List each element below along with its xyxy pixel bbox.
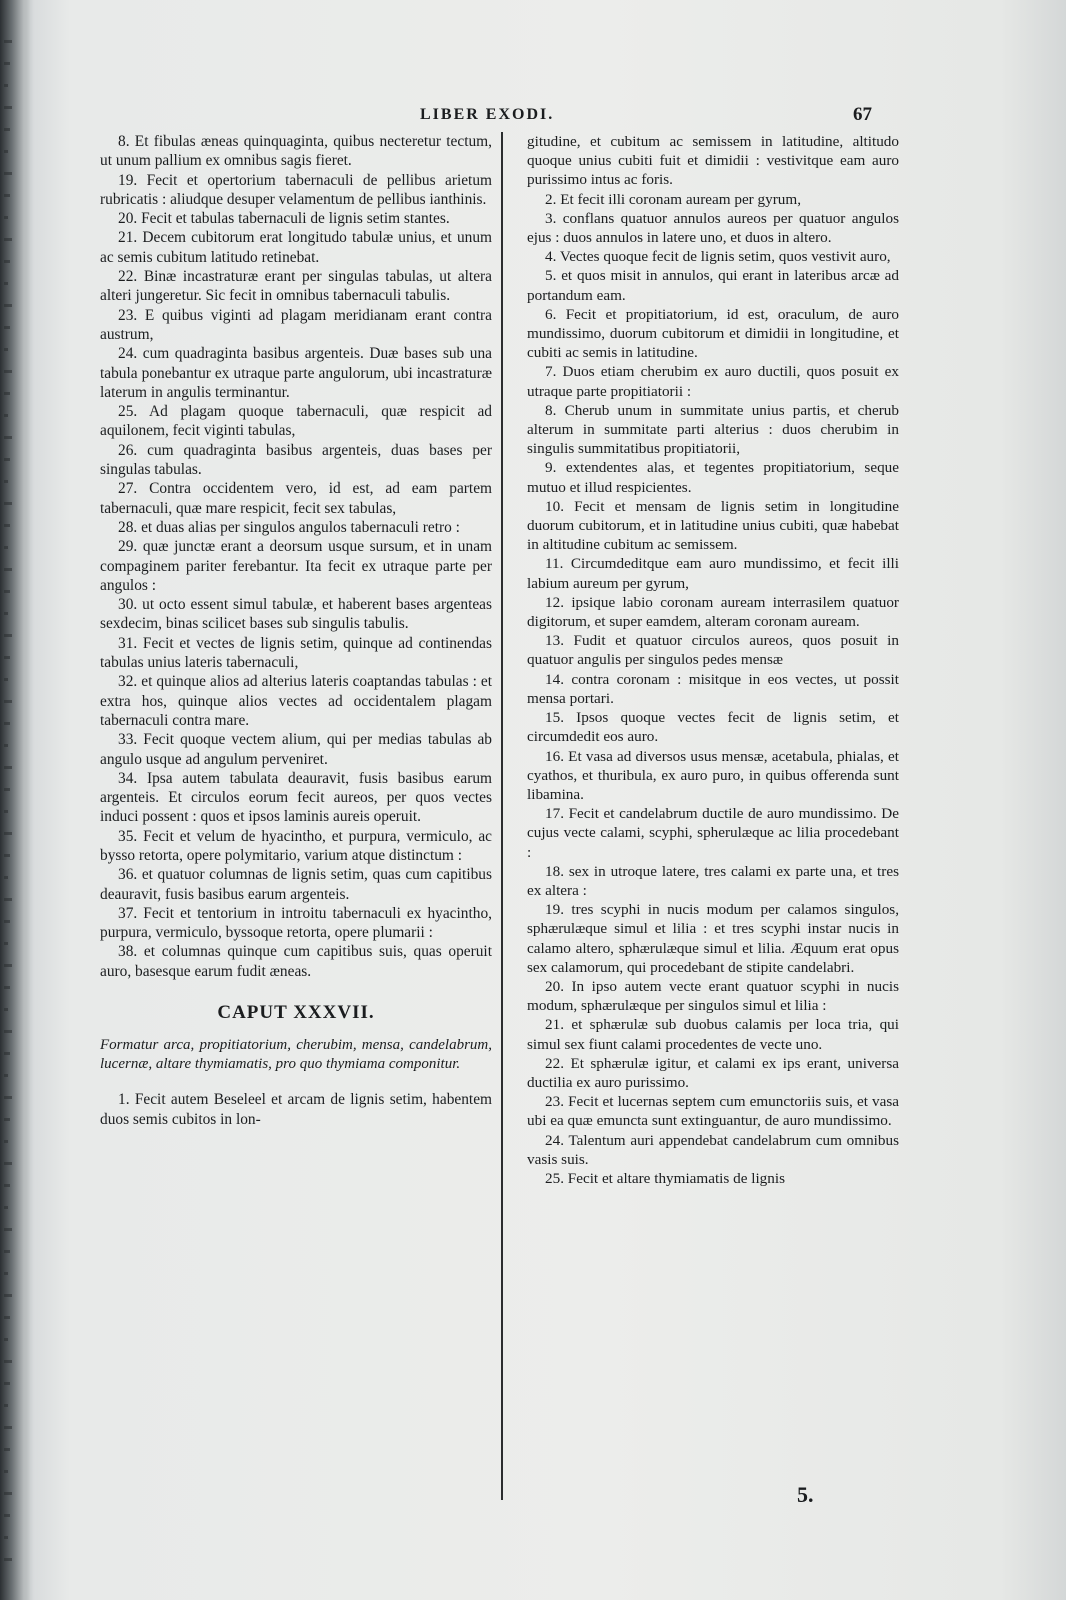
verse: 11. Circumdeditque eam auro mundissimo, et fecit illi labium aureum per gyrum, xyxy=(527,555,899,592)
book-page xyxy=(42,0,1042,1600)
verse: 19. Fecit et opertorium tabernaculi de pellibus arietum rubricatis : aliudque desuper velamentum de pellibus ianthinis. xyxy=(100,171,492,208)
verse: 5. et quos misit in annulos, qui erant in lateribus arcæ ad portandum eam. xyxy=(527,267,899,304)
verse: 16. Et vasa ad diversos usus mensæ, acetabula, phialas, et cyathos, et thuribula, ex auro puro, in quibus offerenda sunt libamina. xyxy=(527,747,899,803)
verse: 2. Et fecit illi coronam auream per gyrum, xyxy=(545,190,801,208)
verse: 17. Fecit et candelabrum ductile de auro mundissimo. De cujus vecte calami, scyphi, spherulæque ac lilia procedebant : xyxy=(527,805,899,861)
left-after-verses xyxy=(100,1090,492,1129)
facing-page-edge xyxy=(2,0,16,1600)
verse: 13. Fudit et quatuor circulos aureos, quos posuit in quatuor angulis per singulos pedes mensæ xyxy=(527,632,899,669)
verse: 22. Et sphærulæ igitur, et calami ex ips erant, universa ductilia ex auro purissimo. xyxy=(527,1054,899,1091)
verse: 20. Fecit et tabulas tabernaculi de lignis setim stantes. xyxy=(118,210,450,228)
page-header xyxy=(42,106,872,130)
verse: 6. Fecit et propitiatorium, id est, oraculum, de auro mundissimo, duorum cubitorum et dimidii in longitudine, et cubiti ac semis in latitudine. xyxy=(527,305,899,362)
verse: 8. Et fibulas æneas quinquaginta, quibus necteretur tectum, ut unum pallium ex omnibus sagis fieret. xyxy=(100,133,492,170)
verse: 10. Fecit et mensam de lignis setim in longitudine duorum cubitorum, et in latitudine unius cubiti, quæ habebat in altitudine cubitum ac semissem. xyxy=(527,497,899,554)
verse: 7. Duos etiam cherubim ex auro ductili, quos posuit ex utraque parte propitiatorii : xyxy=(527,363,899,400)
verse: 25. Fecit et altare thymiamatis de lignis xyxy=(545,1169,785,1187)
verse: 21. et sphærulæ sub duobus calamis per loca tria, qui simul sex fiunt calami procedentes de vecte uno. xyxy=(527,1016,899,1053)
verse: 18. sex in utroque latere, tres calami ex parte una, et tres ex altera : xyxy=(527,862,899,899)
verse: 34. Ipsa autem tabulata deauravit, fusis basibus earum argenteis. Et circulos eorum fecit aureos, per quos vectes induci possent : quos et ipsos laminis aureis operuit. xyxy=(100,769,492,826)
verse: 15. Ipsos quoque vectes fecit de lignis setim, et circumdedit eos auro. xyxy=(527,709,899,746)
verse: 1. Fecit autem Beseleel et arcam de lignis setim, habentem duos semis cubitos in lon- xyxy=(100,1091,492,1128)
signature-mark: 5. xyxy=(797,1482,814,1507)
verse: 30. ut octo essent simul tabulæ, et haberent bases argenteas sexdecim, binas scilicet bases sub singulis tabulis. xyxy=(100,596,492,633)
right-column xyxy=(527,132,899,1188)
column-divider xyxy=(501,132,503,1500)
right-verses xyxy=(527,132,899,1188)
verse: 26. cum quadraginta basibus argenteis, duas bases per singulas tabulas. xyxy=(100,441,492,479)
verse: 9. extendentes alas, et tegentes propitiatorium, seque mutuo et illud respicientes. xyxy=(527,459,899,496)
verse: 8. Cherub unum in summitate unius partis, et cherub alterum in summitate parti alterius : duos cherubim in singulis summitatibus propitiatorii, xyxy=(527,401,899,458)
verse: 23. E quibus viginti ad plagam meridianam erant contra austrum, xyxy=(100,306,492,343)
verse: 22. Binæ incastraturæ erant per singulas tabulas, ut altera alteri jungeretur. Sic fecit in omnibus tabernaculi tabulis. xyxy=(100,268,492,305)
verse: 20. In ipso autem vecte erant quatuor scyphi in nucis modum, sphærulæque per singulos simul et lilia : xyxy=(527,977,899,1015)
verse: 23. Fecit et lucernas septem cum emunctoriis suis, et vasa ubi ea quæ emuncta sunt extinguantur, de auro mundissimo. xyxy=(527,1093,899,1130)
verse: 32. et quinque alios ad alterius lateris coaptandas tabulas : et extra hos, quinque alios vectes ad occidentalem plagam tabernaculi contra mare. xyxy=(100,673,492,729)
verse: 24. cum quadraginta basibus argenteis. Duæ bases sub una tabula ponebantur ex utraque parte angulorum, ubi incastraturæ laterum in angulis terminantur. xyxy=(100,345,492,401)
verse: 31. Fecit et vectes de lignis setim, quinque ad continendas tabulas unius lateris tabernaculi, xyxy=(100,634,492,672)
verse: 4. Vectes quoque fecit de lignis setim, quos vestivit auro, xyxy=(545,248,891,266)
verse: 33. Fecit quoque vectem alium, qui per medias tabulas ab angulo usque ad angulum perveniret. xyxy=(100,731,492,768)
page-number: 67 xyxy=(853,104,872,125)
verse: 38. et columnas quinque cum capitibus suis, quas operuit auro, basesque earum fudit æneas. xyxy=(100,943,492,980)
chapter-heading: CAPUT XXXVII. xyxy=(217,1002,375,1024)
book-spine-shadow xyxy=(0,0,30,1600)
verse: 3. conflans quatuor annulos aureos per quatuor angulos ejus : duos annulos in latere uno, et duos in altero. xyxy=(527,209,899,247)
verse: 36. et quatuor columnas de lignis setim, quas cum capitibus deauravit, fusis basibus earum argenteis. xyxy=(100,866,492,903)
verse: gitudine, et cubitum ac semissem in latitudine, altitudo quoque unius cubiti fuit et dimidii : vestivitque eam auro purissimo intus ac foris. xyxy=(527,133,899,189)
verse: 29. quæ junctæ erant a deorsum usque sursum, et in unam compaginem pariter ferebantur. Ita fecit ex utraque parte per angulos : xyxy=(100,538,492,594)
left-column xyxy=(100,132,492,1129)
verse: 28. et duas alias per singulos angulos tabernaculi retro : xyxy=(118,518,460,536)
left-verses xyxy=(100,132,492,981)
verse: 27. Contra occidentem vero, id est, ad eam partem tabernaculi, quæ mare respicit, fecit sex tabulas, xyxy=(100,480,492,517)
verse: 21. Decem cubitorum erat longitudo tabulæ unius, et unum ac semis cubitum latitudo retinebat. xyxy=(100,229,492,266)
verse: 24. Talentum auri appendebat candelabrum cum omnibus vasis suis. xyxy=(527,1131,899,1168)
running-title: LIBER EXODI. xyxy=(420,106,555,123)
verse: 25. Ad plagam quoque tabernaculi, quæ respicit ad aquilonem, fecit viginti tabulas, xyxy=(100,403,492,440)
verse: 35. Fecit et velum de hyacintho, et purpura, vermiculo, ac bysso retorta, opere polymitario, varium atque distinctum : xyxy=(100,827,492,864)
verse: 12. ipsique labio coronam auream interrasilem quatuor digitorum, et super eamdem, alteram coronam auream. xyxy=(527,593,899,631)
verse: 19. tres scyphi in nucis modum per calamos singulos, sphærulæque simul et lilia : et tres scyphi instar nucis in calamo altero, sphærulæque simul et lilia. Æquum erat opus sex calamorum, qui procedebant de stipite candelabri. xyxy=(527,901,899,976)
verse: 37. Fecit et tentorium in introitu tabernaculi ex hyacintho, purpura, vermiculo, byssoque retorta, opere plumarii : xyxy=(100,904,492,942)
chapter-summary: Formatur arca, propitiatorium, cherubim, mensa, candelabrum, lucernæ, altare thymiamatis, pro quo thymiama componitur. xyxy=(100,1037,492,1073)
verse: 14. contra coronam : misitque in eos vectes, ut possit mensa portari. xyxy=(527,670,899,707)
